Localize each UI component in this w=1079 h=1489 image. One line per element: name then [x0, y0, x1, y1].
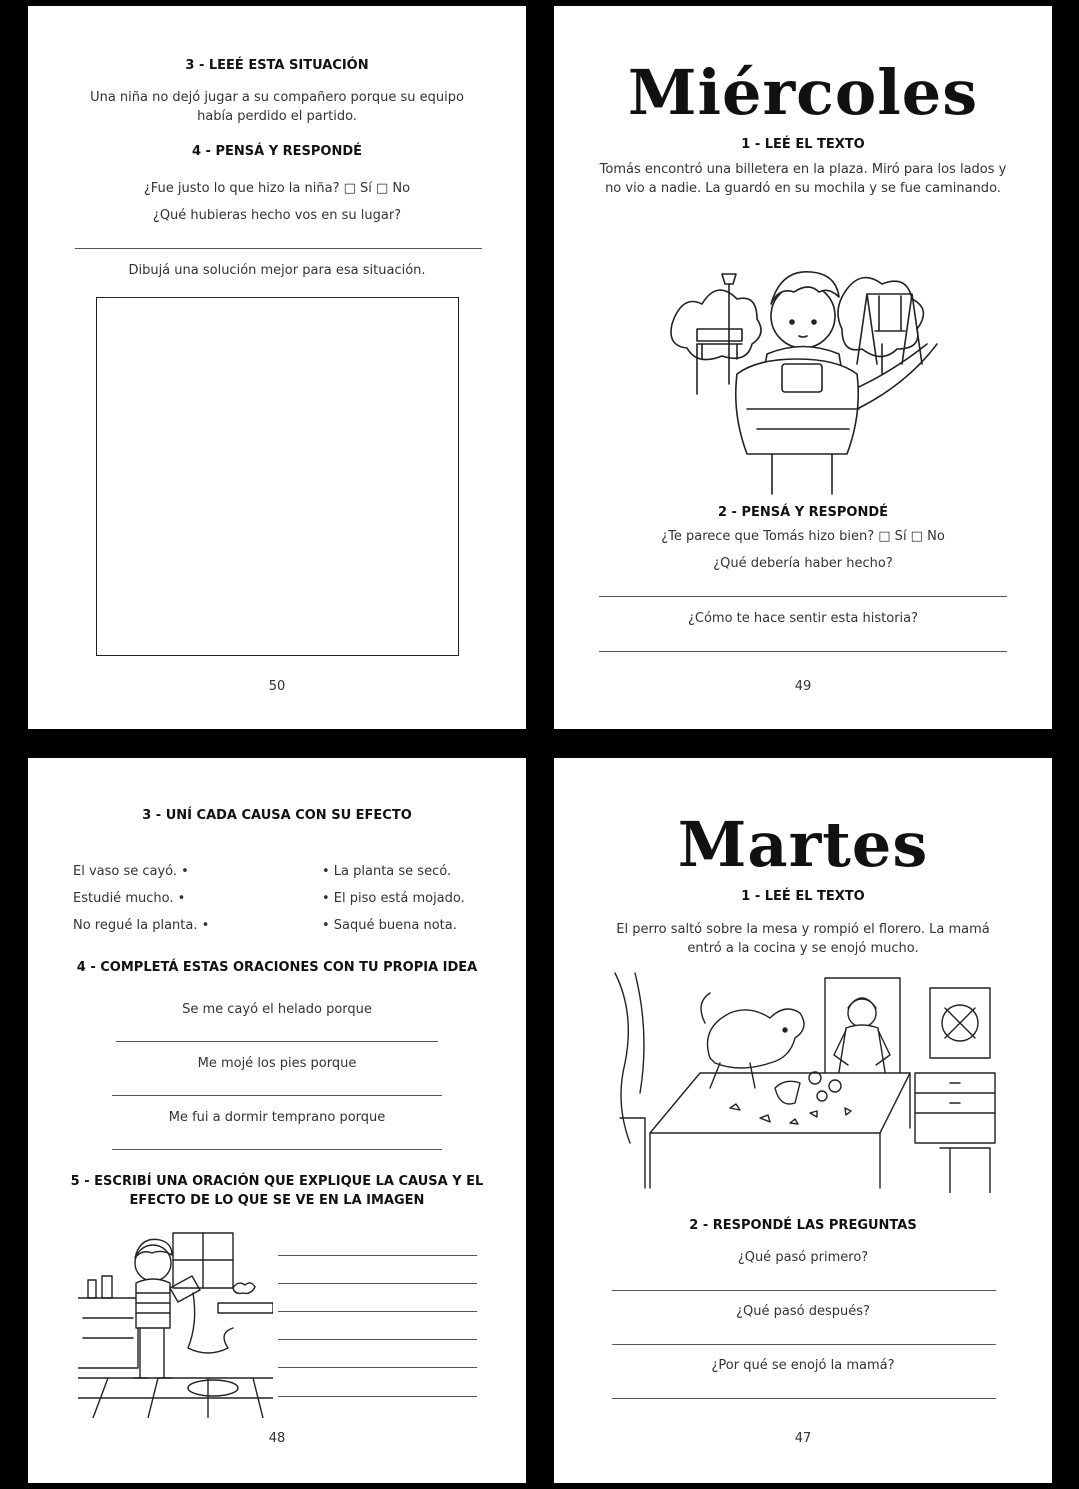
answer-line[interactable]: [612, 1290, 996, 1291]
page-number: 50: [268, 679, 286, 694]
sentence-prompt: Se me cayó el helado porque: [182, 1002, 372, 1017]
section-heading-2: 2 - PENSÁ Y RESPONDÉ: [717, 505, 889, 520]
boy-spill-illustration: [78, 1228, 273, 1418]
effect-item: • La planta se secó.: [322, 864, 452, 879]
answer-line[interactable]: [599, 651, 1007, 652]
cause-item: No regué la planta. •: [73, 918, 210, 933]
answer-line[interactable]: [278, 1396, 477, 1397]
page-47: [554, 758, 1052, 1483]
answer-line[interactable]: [599, 596, 1007, 597]
day-title: Miércoles: [627, 56, 979, 129]
answer-line[interactable]: [278, 1339, 477, 1340]
sentence-prompt: Me mojé los pies porque: [197, 1056, 357, 1071]
draw-prompt: Dibujá una solución mejor para esa situación.: [128, 263, 426, 278]
question-did-well: ¿Te parece que Tomás hizo bien? □ Sí □ No: [661, 529, 945, 544]
answer-line[interactable]: [112, 1149, 442, 1150]
page-48: [28, 758, 526, 1483]
section-heading-1: 1 - LEÉ EL TEXTO: [741, 889, 865, 904]
question-should-have-done: ¿Qué debería haber hecho?: [713, 556, 893, 571]
dog-vase-illustration: [610, 968, 998, 1193]
sentence-prompt: Me fui a dormir temprano porque: [168, 1110, 386, 1125]
section-heading-3: 3 - LEEÉ ESTA SITUACIÓN: [185, 58, 369, 73]
answer-line[interactable]: [116, 1041, 438, 1042]
answer-line[interactable]: [112, 1095, 442, 1096]
cause-item: Estudié mucho. •: [73, 891, 186, 906]
day-title: Martes: [677, 808, 929, 881]
reading-text: El perro saltó sobre la mesa y rompió el florero. La mamá entró a la cocina y se enojó mucho.: [616, 922, 990, 956]
section-heading-4: 4 - COMPLETÁ ESTAS ORACIONES CON TU PROPIA IDEA: [76, 960, 478, 975]
answer-line[interactable]: [278, 1283, 477, 1284]
answer-line[interactable]: [278, 1367, 477, 1368]
question-what-would-you-do: ¿Qué hubieras hecho vos en su lugar?: [152, 208, 402, 223]
answer-line[interactable]: [612, 1398, 996, 1399]
question-why-angry: ¿Por qué se enojó la mamá?: [711, 1358, 895, 1373]
answer-line[interactable]: [278, 1311, 477, 1312]
answer-line[interactable]: [612, 1344, 996, 1345]
question-first: ¿Qué pasó primero?: [737, 1250, 869, 1265]
answer-line[interactable]: [278, 1255, 477, 1256]
section-heading-2: 2 - RESPONDÉ LAS PREGUNTAS: [689, 1218, 917, 1233]
section-heading-5: 5 - ESCRIBÍ UNA ORACIÓN QUE EXPLIQUE LA CAUSA Y EL EFECTO DE LO QUE SE VE EN LA IMAGEN: [70, 1174, 484, 1208]
page-50: [28, 6, 526, 729]
page-number: 47: [794, 1431, 812, 1446]
effect-item: • Saqué buena nota.: [322, 918, 457, 933]
effect-item: • El piso está mojado.: [322, 891, 465, 906]
page-number: 48: [268, 1431, 286, 1446]
answer-line[interactable]: [75, 248, 482, 249]
cause-item: El vaso se cayó. •: [73, 864, 189, 879]
section-heading-4: 4 - PENSÁ Y RESPONDÉ: [191, 144, 363, 159]
question-after: ¿Qué pasó después?: [736, 1304, 870, 1319]
section-heading-1: 1 - LEÉ EL TEXTO: [741, 137, 865, 152]
page-49: [554, 6, 1052, 729]
question-feeling: ¿Cómo te hace sentir esta historia?: [687, 611, 919, 626]
section-heading-3: 3 - UNÍ CADA CAUSA CON SU EFECTO: [142, 808, 412, 823]
question-fair: ¿Fue justo lo que hizo la niña? □ Sí □ No: [143, 181, 411, 196]
page-number: 49: [794, 679, 812, 694]
drawing-box[interactable]: [96, 297, 459, 656]
reading-text: Tomás encontró una billetera en la plaza. Miró para los lados y no vio a nadie. La guardó en su mochila y se fue caminando.: [599, 162, 1007, 196]
boy-wallet-illustration: [667, 234, 939, 496]
situation-text: Una niña no dejó jugar a su compañero porque su equipo había perdido el partido.: [90, 90, 464, 124]
